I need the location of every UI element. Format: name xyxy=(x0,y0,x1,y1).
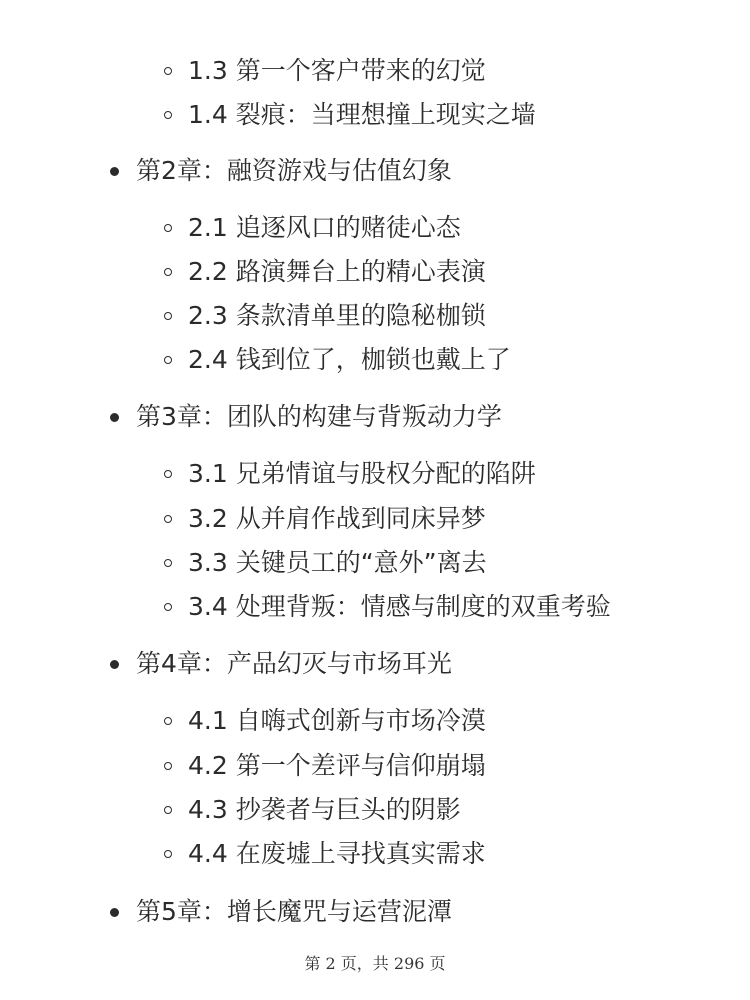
disc-bullet-icon xyxy=(110,413,119,422)
toc-section-label: 2.3 条款清单里的隐秘枷锁 xyxy=(188,301,486,330)
toc-chapter-label: 第5章：增长魔咒与运营泥潭 xyxy=(136,897,452,926)
toc-chapter-2 xyxy=(110,154,452,188)
toc-chapter-label: 第2章：融资游戏与估值幻象 xyxy=(136,156,452,185)
toc-section-label: 3.3 关键员工的“意外”离去 xyxy=(188,548,487,577)
toc-section-3-2 xyxy=(164,502,486,536)
toc-section-2-4 xyxy=(164,343,511,377)
toc-section-4-3 xyxy=(164,793,461,827)
toc-section-2-3 xyxy=(164,299,486,333)
page-number-footer: 第 2 页，共 296 页 xyxy=(304,954,446,973)
toc-section-label: 2.2 路演舞台上的精心表演 xyxy=(188,257,486,286)
toc-chapter-4 xyxy=(110,647,452,681)
circle-bullet-icon xyxy=(164,312,172,320)
toc-section-label: 2.1 追逐风口的赌徒心态 xyxy=(188,213,461,242)
toc-section-4-4 xyxy=(164,837,486,871)
toc-section-label: 1.3 第一个客户带来的幻觉 xyxy=(188,56,486,85)
toc-section-label: 3.2 从并肩作战到同床异梦 xyxy=(188,504,486,533)
toc-section-label: 1.4 裂痕：当理想撞上现实之墙 xyxy=(188,100,536,129)
circle-bullet-icon xyxy=(164,850,172,858)
toc-section-label: 4.2 第一个差评与信仰崩塌 xyxy=(188,751,486,780)
disc-bullet-icon xyxy=(110,660,119,669)
circle-bullet-icon xyxy=(164,356,172,364)
circle-bullet-icon xyxy=(164,111,172,119)
toc-chapter-5 xyxy=(110,895,452,929)
toc-chapter-label: 第3章：团队的构建与背叛动力学 xyxy=(136,402,502,431)
circle-bullet-icon xyxy=(164,717,172,725)
toc-section-label: 3.1 兄弟情谊与股权分配的陷阱 xyxy=(188,459,536,488)
circle-bullet-icon xyxy=(164,67,172,75)
toc-chapter-label: 第4章：产品幻灭与市场耳光 xyxy=(136,649,452,678)
circle-bullet-icon xyxy=(164,515,172,523)
toc-section-2-1 xyxy=(164,211,461,245)
disc-bullet-icon xyxy=(110,908,119,917)
circle-bullet-icon xyxy=(164,559,172,567)
toc-chapter-3 xyxy=(110,400,502,434)
toc-section-3-4 xyxy=(164,590,611,624)
disc-bullet-icon xyxy=(110,167,119,176)
circle-bullet-icon xyxy=(164,603,172,611)
circle-bullet-icon xyxy=(164,762,172,770)
toc-section-2-2 xyxy=(164,255,486,289)
toc-section-1-3 xyxy=(164,54,486,88)
toc-section-3-3 xyxy=(164,546,487,580)
circle-bullet-icon xyxy=(164,268,172,276)
circle-bullet-icon xyxy=(164,224,172,232)
toc-section-4-2 xyxy=(164,749,486,783)
toc-section-1-4 xyxy=(164,98,536,132)
toc-section-label: 4.4 在废墟上寻找真实需求 xyxy=(188,839,486,868)
toc-section-label: 4.3 抄袭者与巨头的阴影 xyxy=(188,795,461,824)
toc-section-label: 3.4 处理背叛：情感与制度的双重考验 xyxy=(188,592,611,621)
circle-bullet-icon xyxy=(164,806,172,814)
toc-section-3-1 xyxy=(164,457,536,491)
toc-section-4-1 xyxy=(164,704,486,738)
toc-section-label: 4.1 自嗨式创新与市场冷漠 xyxy=(188,706,486,735)
toc-section-label: 2.4 钱到位了，枷锁也戴上了 xyxy=(188,345,511,374)
circle-bullet-icon xyxy=(164,470,172,478)
